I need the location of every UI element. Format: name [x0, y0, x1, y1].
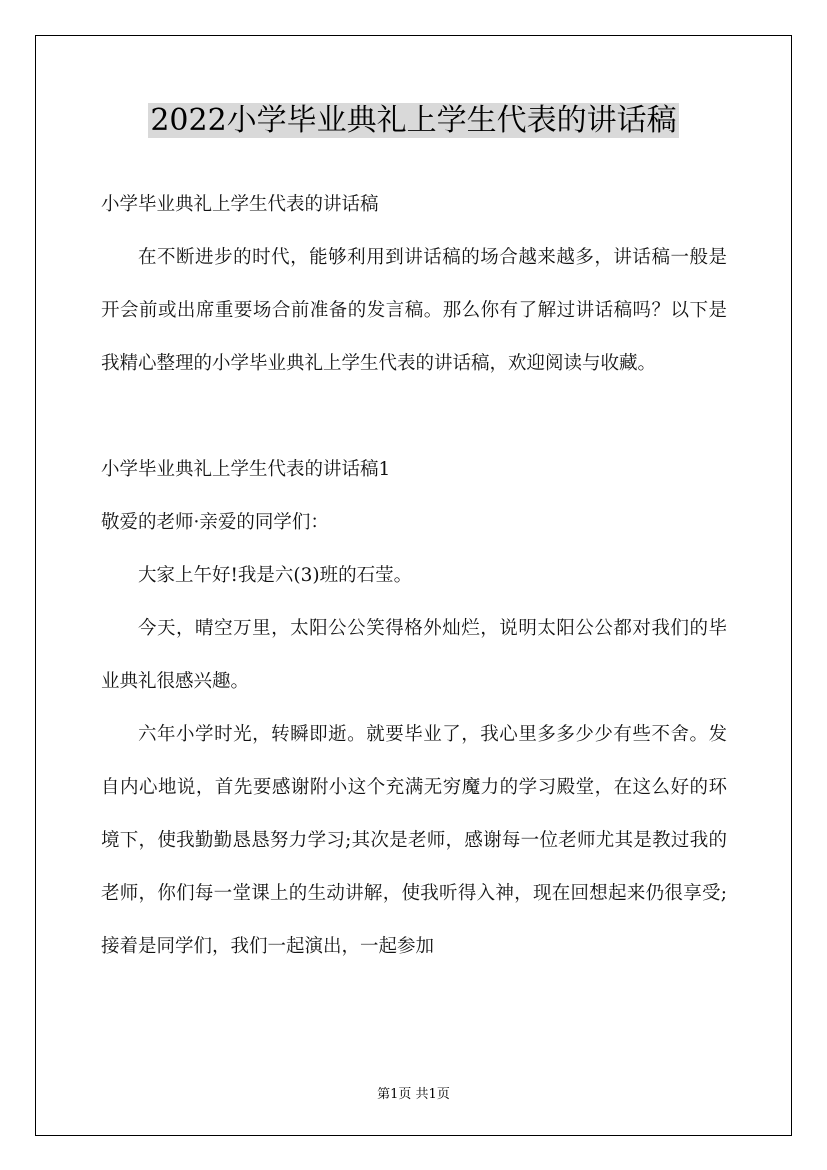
greeting: 敬爱的老师·亲爱的同学们： — [101, 512, 329, 533]
document-title-text: 2022小学毕业典礼上学生代表的讲话稿 — [150, 103, 677, 138]
body-paragraph: 今天，晴空万里，太阳公公笑得格外灿烂，说明太阳公公都对我们的毕业典礼很感兴趣。 — [101, 618, 727, 692]
document-body — [101, 178, 727, 973]
body-paragraph: 大家上午好!我是六(3)班的石莹。 — [138, 565, 413, 586]
body-paragraph: 六年小学时光，转瞬即逝。就要毕业了，我心里多多少少有些不舍。发自内心地说，首先要感谢附小这个充满无穷魔力的学习殿堂，在这么好的环境下，使我勤勤恳恳努力学习;其次是老师，感谢每一位老师尤其是教过我的老师，你们每一堂课上的生动讲解，使我听得入神，现在回想起来仍很享受;接着是同学们，我们一起演出，一起参加 — [101, 724, 727, 957]
page-footer: 第1页 共1页 — [377, 1087, 450, 1102]
document-title — [0, 100, 827, 142]
section-heading: 小学毕业典礼上学生代表的讲话稿1 — [101, 459, 391, 480]
subtitle: 小学毕业典礼上学生代表的讲话稿 — [101, 194, 379, 215]
intro-paragraph: 在不断进步的时代，能够利用到讲话稿的场合越来越多，讲话稿一般是开会前或出席重要场合前准备的发言稿。那么你有了解过讲话稿吗？以下是我精心整理的小学毕业典礼上学生代表的讲话稿，欢迎阅读与收藏。 — [101, 247, 727, 374]
blank-line — [101, 390, 727, 443]
